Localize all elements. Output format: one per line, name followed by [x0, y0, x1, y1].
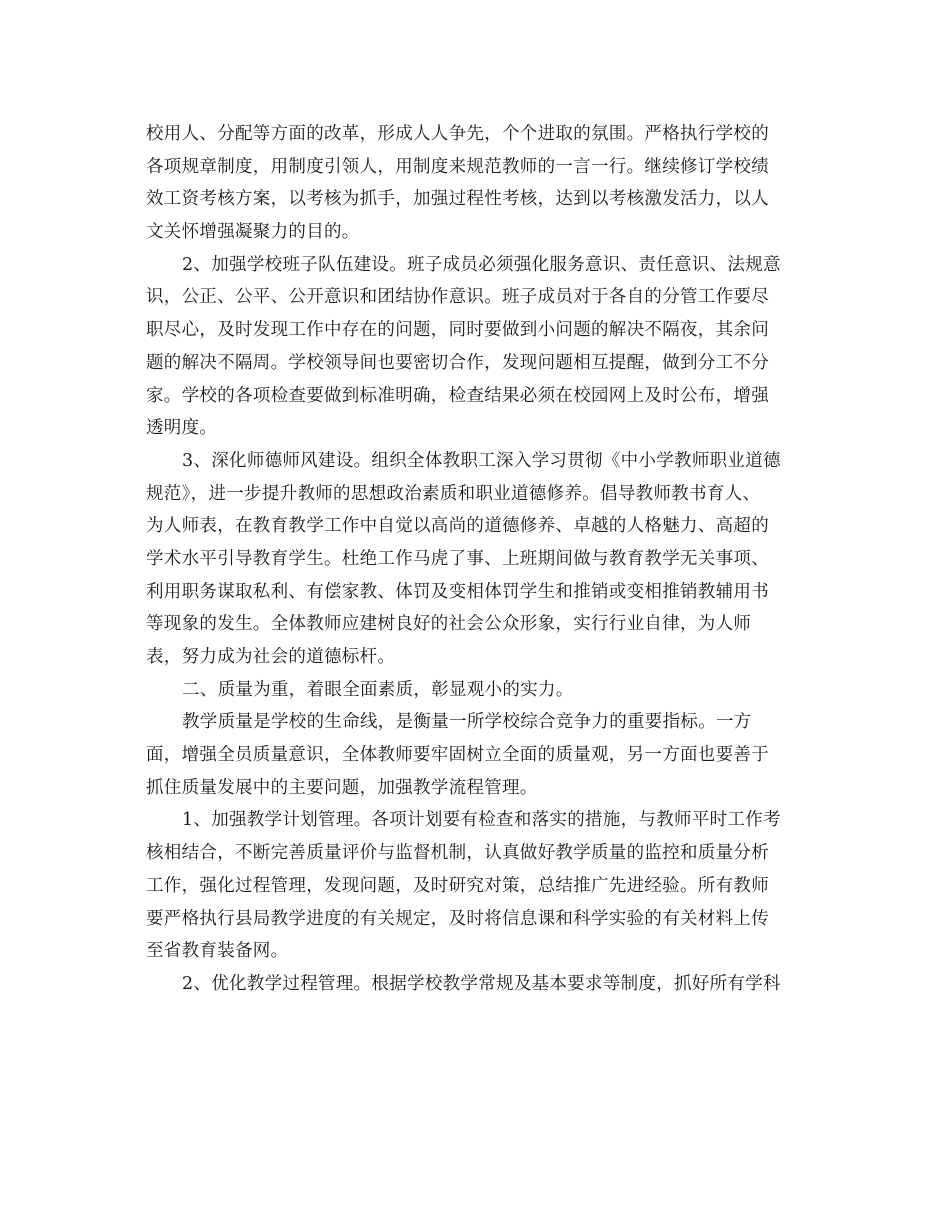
- section-heading: 二、质量为重，着眼全面素质，彰显观小的实力。: [182, 679, 574, 700]
- text-line: 识，公正、公平、公开意识和团结协作意识。班子成员对于各自的分管工作要尽: [146, 287, 769, 308]
- text-line: 职尽心，及时发现工作中存在的问题，同时要做到小问题的解决不隔夜，其余问: [146, 320, 769, 341]
- paragraph-first-line: 2、加强学校班子队伍建设。班子成员必须强化服务意识、责任意识、法规意: [182, 254, 781, 275]
- document-body: [146, 118, 810, 1001]
- text-line: 工作，强化过程管理，发现问题，及时研究对策，总结推广先进经验。所有教师: [146, 875, 769, 896]
- text-line: 等现象的发生。全体教师应建树良好的社会公众形象，实行行业自律，为人师: [146, 614, 752, 635]
- text-line: 效工资考核方案，以考核为抓手，加强过程性考核，达到以考核激发活力，以人: [146, 189, 769, 210]
- paragraph-first-line: 教学质量是学校的生命线，是衡量一所学校综合竞争力的重要指标。一方: [182, 712, 752, 733]
- text-line: 各项规章制度，用制度引领人，用制度来规范教师的一言一行。继续修订学校绩: [146, 156, 769, 177]
- text-line: 规范》，进一步提升教师的思想政治素质和职业道德修养。倡导教师教书育人、: [146, 483, 761, 504]
- text-line: 透明度。: [146, 418, 218, 439]
- text-line: 校用人、分配等方面的改革，形成人人争先，个个进取的氛围。严格执行学校的: [146, 124, 769, 144]
- text-line: 面，增强全员质量意识，全体教师要牢固树立全面的质量观，另一方面也要善于: [146, 745, 769, 766]
- paragraph-first-line: 2、优化教学过程管理。根据学校教学常规及基本要求等制度，抓好所有学科: [182, 973, 781, 994]
- text-line: 学术水平引导教育学生。杜绝工作马虎了事、上班期间做与教育教学无关事项、: [146, 548, 769, 569]
- text-line: 利用职务谋取私利、有偿家教、体罚及变相体罚学生和推销或变相推销教辅用书: [146, 581, 769, 602]
- paragraph-first-line: 3、深化师德师风建设。组织全体教职工深入学习贯彻《中小学教师职业道德: [182, 450, 781, 471]
- text-line: 为人师表，在教育教学工作中自觉以高尚的道德修养、卓越的人格魅力、高超的: [146, 516, 769, 537]
- text-line: 家。学校的各项检查要做到标准明确，检查结果必须在校园网上及时公布，增强: [146, 385, 769, 406]
- text-line: 表，努力成为社会的道德标杆。: [146, 647, 396, 667]
- text-line: 题的解决不隔周。学校领导间也要密切合作，发现问题相互提醒，做到分工不分: [146, 352, 769, 373]
- text-line: 核相结合，不断完善质量评价与监督机制，认真做好教学质量的监控和质量分析: [146, 843, 769, 864]
- text-line: 文关怀增强凝聚力的目的。: [146, 222, 360, 243]
- text-line: 抓住质量发展中的主要问题，加强教学流程管理。: [146, 777, 538, 798]
- text-line: 至省教育装备网。: [146, 941, 289, 962]
- text-line: 要严格执行县局教学进度的有关规定，及时将信息课和科学实验的有关材料上传: [146, 908, 769, 929]
- paragraph-first-line: 1、加强教学计划管理。各项计划要有检查和落实的措施，与教师平时工作考: [182, 810, 781, 831]
